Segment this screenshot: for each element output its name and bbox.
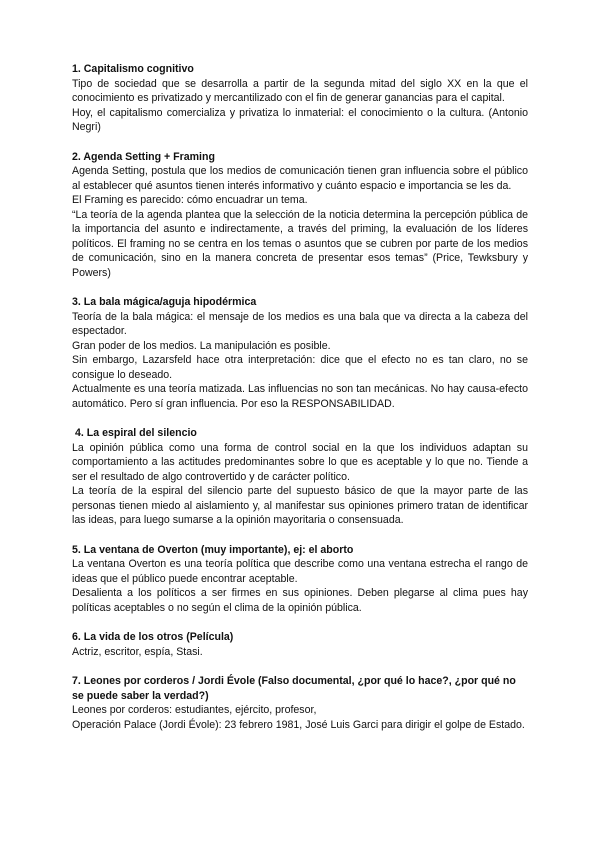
paragraph: Operación Palace (Jordi Évole): 23 febrero 1981, José Luis Garci para dirigir el golpe de Estado. [72,718,525,731]
section-heading: 6. La vida de los otros (Película) [72,631,234,643]
paragraph: Gran poder de los medios. La manipulación es posible. [72,339,331,352]
paragraph: Sin embargo, Lazarsfeld hace otra interpretación: dice que el efecto no es tan claro, no se consigue lo deseado. [72,354,528,381]
section-espiral-silencio [72,426,528,528]
paragraph: Teoría de la bala mágica: el mensaje de los medios es una bala que va directa a la cabeza del espectador. [72,310,528,337]
paragraph: Actualmente es una teoría matizada. Las influencias no son tan mecánicas. No hay causa-efecto automático. Pero sí gran influencia. Por eso la RESPONSABILIDAD. [72,383,528,410]
section-vida-de-los-otros [72,630,528,659]
section-agenda-setting [72,150,528,281]
paragraph: “La teoría de la agenda plantea que la selección de la noticia determina la percepción pública de la importancia del asunto e indirectamente, a través del priming, la evaluación de los líderes políticos. El framing no se centra en los temas o asuntos que se cubren por parte de los medios de comunicación, sino en la manera concreta de presentar esos temas” (Price, Tewksbury y Powers) [72,208,528,279]
paragraph: La teoría de la espiral del silencio parte del supuesto básico de que la mayor parte de las personas tienen miedo al aislamiento y, al manifestar sus opiniones primero tratan de identificar las ideas, para luego sumarse a la opinión mayoritaria o consensuada. [72,485,528,526]
section-heading: 7. Leones por corderos / Jordi Évole (Falso documental, ¿por qué lo hace?, ¿por qué no se puede saber la verdad?) [72,675,516,702]
paragraph: Desalienta a los políticos a ser firmes en sus opiniones. Deben plegarse al clima pues hay políticas aceptables o no según el clima de la opinión pública. [72,587,528,614]
paragraph: La ventana Overton es una teoría política que describe como una ventana estrecha el rango de ideas que el público puede encontrar aceptable. [72,558,528,585]
paragraph: El Framing es parecido: cómo encuadrar un tema. [72,194,308,206]
section-ventana-overton [72,543,528,616]
section-heading: 3. La bala mágica/aguja hipodérmica [72,296,257,308]
section-capitalismo-cognitivo [72,62,528,135]
section-heading: 2. Agenda Setting + Framing [72,150,215,163]
paragraph: Hoy, el capitalismo comercializa y privatiza lo inmaterial: el conocimiento o la cultura. (Antonio Negri) [72,106,528,133]
section-leones-por-corderos [72,674,528,732]
section-bala-magica [72,295,528,411]
section-heading: 5. La ventana de Overton (muy importante), ej: el aborto [72,543,354,556]
paragraph: La opinión pública como una forma de control social en la que los individuos adaptan su comportamiento a las actitudes predominantes sobre lo que es aceptable y lo que no. Tiende a ser el resultado de algo controvertido y de carácter político. [72,441,528,483]
section-heading: 4. La espiral del silencio [75,427,197,439]
paragraph: Tipo de sociedad que se desarrolla a partir de la segunda mitad del siglo XX en la que el conocimiento es privatizado y mercantilizado con el fin de generar ganancias para el capital. [72,77,528,104]
section-heading: 1. Capitalismo cognitivo [72,63,194,75]
paragraph: Leones por corderos: estudiantes, ejército, profesor, [72,704,317,716]
paragraph: Actriz, escritor, espía, Stasi. [72,645,203,658]
paragraph: Agenda Setting, postula que los medios de comunicación tienen gran influencia sobre el público al establecer qué asuntos tienen interés informativo y cuánto espacio e importancia se les da. [72,165,528,192]
